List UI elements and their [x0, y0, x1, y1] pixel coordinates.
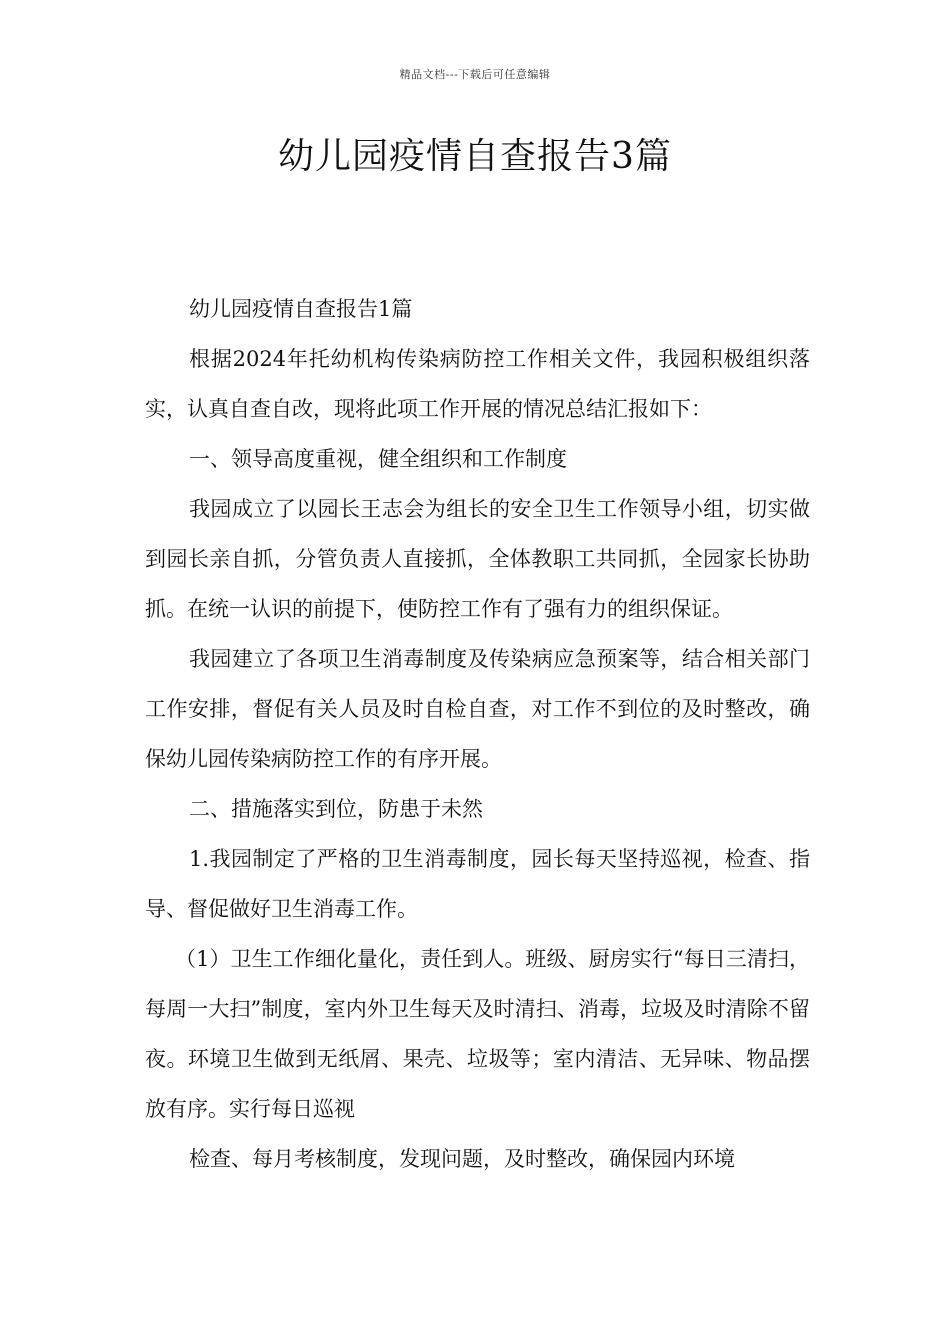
paragraph: 1.我园制定了严格的卫生消毒制度，园长每天坚持巡视，检查、指导、督促做好卫生消毒工作。: [145, 847, 810, 921]
paragraph: 我园成立了以园长王志会为组长的安全卫生工作领导小组，切实做到园长亲自抓，分管负责人直接抓，全体教职工共同抓，全园家长协助抓。在统一认识的前提下，使防控工作有了强有力的组织保证。: [145, 497, 810, 621]
section-heading: 二、措施落实到位，防患于未然: [189, 797, 483, 821]
section-heading: 一、领导高度重视，健全组织和工作制度: [189, 447, 567, 471]
page-title: 幼儿园疫情自查报告3篇: [278, 136, 672, 177]
paragraph: （1）卫生工作细化量化，责任到人。班级、厨房实行“每日三清扫，每周一大扫”制度，室内外卫生每天及时清扫、消毒，垃圾及时清除不留夜。环境卫生做到无纸屑、果壳、垃圾等；室内清洁、无异味、物品摆放有序。实行每日巡视: [145, 947, 810, 1121]
paragraph: 检查、每月考核制度，发现问题，及时整改，确保园内环境: [189, 1147, 735, 1171]
paragraph: 我园建立了各项卫生消毒制度及传染病应急预案等，结合相关部门工作安排，督促有关人员及时自检自查，对工作不到位的及时整改，确保幼儿园传染病防控工作的有序开展。: [145, 647, 810, 771]
header-note: 精品文档---下载后可任意编辑: [399, 68, 551, 81]
document-body: [145, 284, 810, 1184]
paragraph: 根据2024年托幼机构传染病防控工作相关文件，我园积极组织落实，认真自查自改，现将此项工作开展的情况总结汇报如下：: [145, 347, 810, 421]
section-heading: 幼儿园疫情自查报告1篇: [189, 297, 413, 321]
